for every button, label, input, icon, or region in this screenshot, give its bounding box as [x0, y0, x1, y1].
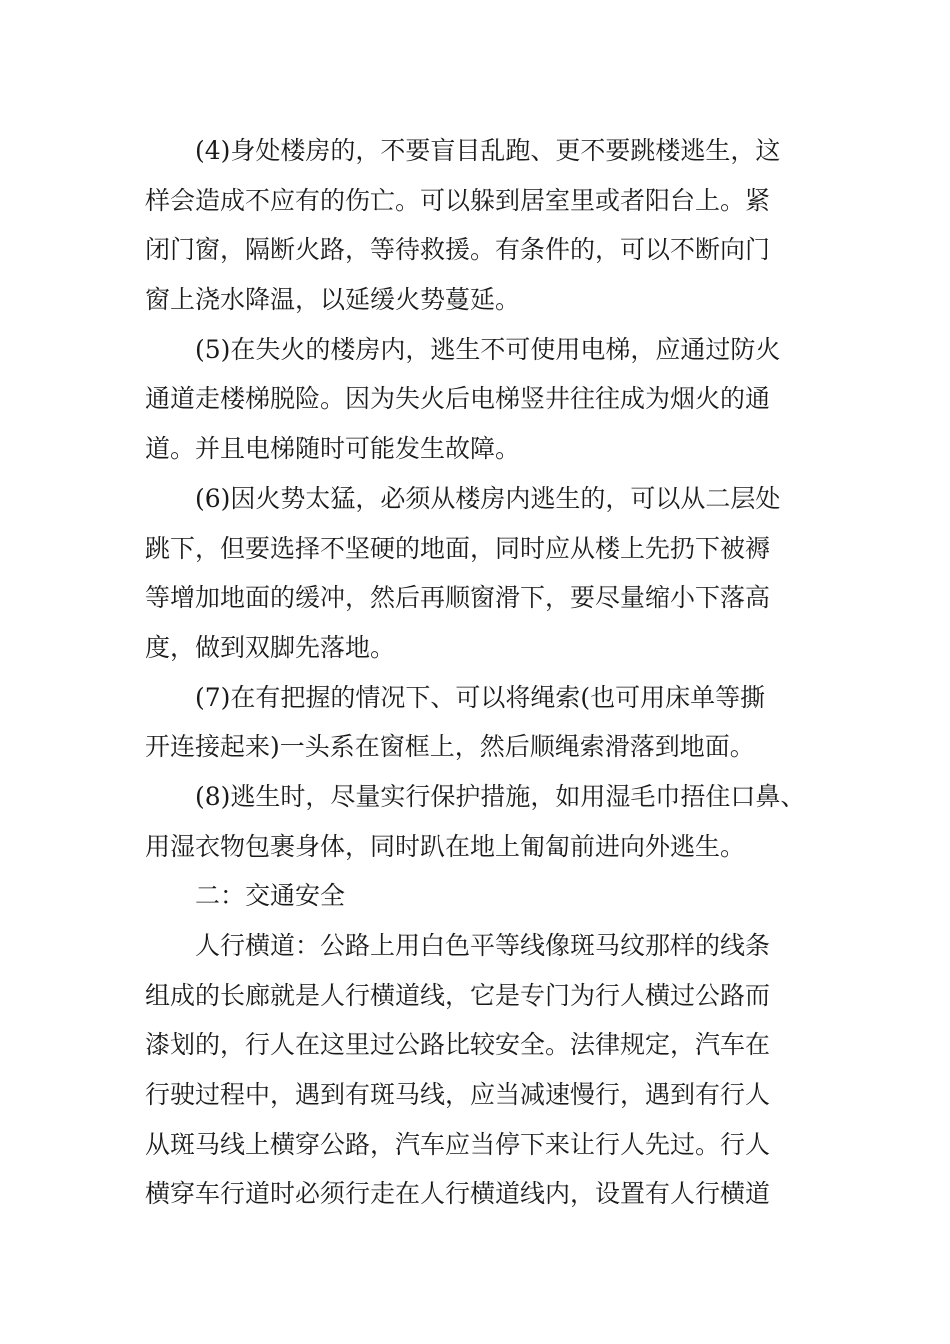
text-line: 组成的长廊就是人行横道线，它是专门为行人横过公路而 — [145, 980, 771, 1010]
text-line: 跳下，但要选择不坚硬的地面，同时应从楼上先扔下被褥 — [145, 533, 771, 563]
text-line: 从斑马线上横穿公路，汽车应当停下来让行人先过。行人 — [145, 1129, 771, 1159]
text-line: 行驶过程中，遇到有斑马线，应当减速慢行，遇到有行人 — [145, 1080, 771, 1110]
text-line: 人行横道：公路上用白色平等线像斑马纹那样的线条 — [195, 931, 771, 960]
text-line: (6)因火势太猛，必须从楼房内逃生的，可以从二层处 — [195, 483, 781, 513]
text-line: 通道走楼梯脱险。因为失火后电梯竖井往往成为烟火的通 — [145, 384, 771, 414]
text-line: 二：交通安全 — [195, 881, 346, 911]
text-line: 漆划的，行人在这里过公路比较安全。法律规定，汽车在 — [145, 1030, 771, 1060]
text-line: (4)身处楼房的，不要盲目乱跑、更不要跳楼逃生，这 — [195, 136, 781, 165]
text-line: (8)逃生时，尽量实行保护措施，如用湿毛巾捂住口鼻、 — [195, 781, 806, 811]
text-line: 样会造成不应有的伤亡。可以躲到居室里或者阳台上。紧 — [145, 185, 771, 215]
text-line: 横穿车行道时必须行走在人行横道线内，设置有人行横道 — [145, 1179, 771, 1209]
text-line: 闭门窗，隔断火路，等待救援。有条件的，可以不断向门 — [145, 235, 771, 265]
text-line: (7)在有把握的情况下、可以将绳索(也可用床单等撕 — [195, 682, 766, 712]
text-line: 窗上浇水降温，以延缓火势蔓延。 — [145, 285, 521, 315]
text-line: (5)在失火的楼房内，逃生不可使用电梯，应通过防火 — [195, 334, 781, 364]
text-line: 度，做到双脚先落地。 — [145, 632, 396, 662]
text-line: 用湿衣物包裹身体，同时趴在地上匍匐前进向外逃生。 — [145, 831, 746, 861]
text-line: 等增加地面的缓冲，然后再顺窗滑下，要尽量缩小下落高 — [145, 583, 771, 613]
document-body — [145, 126, 825, 1219]
text-line: 道。并且电梯随时可能发生故障。 — [145, 434, 521, 464]
text-line: 开连接起来)一头系在窗框上，然后顺绳索滑落到地面。 — [145, 732, 755, 762]
